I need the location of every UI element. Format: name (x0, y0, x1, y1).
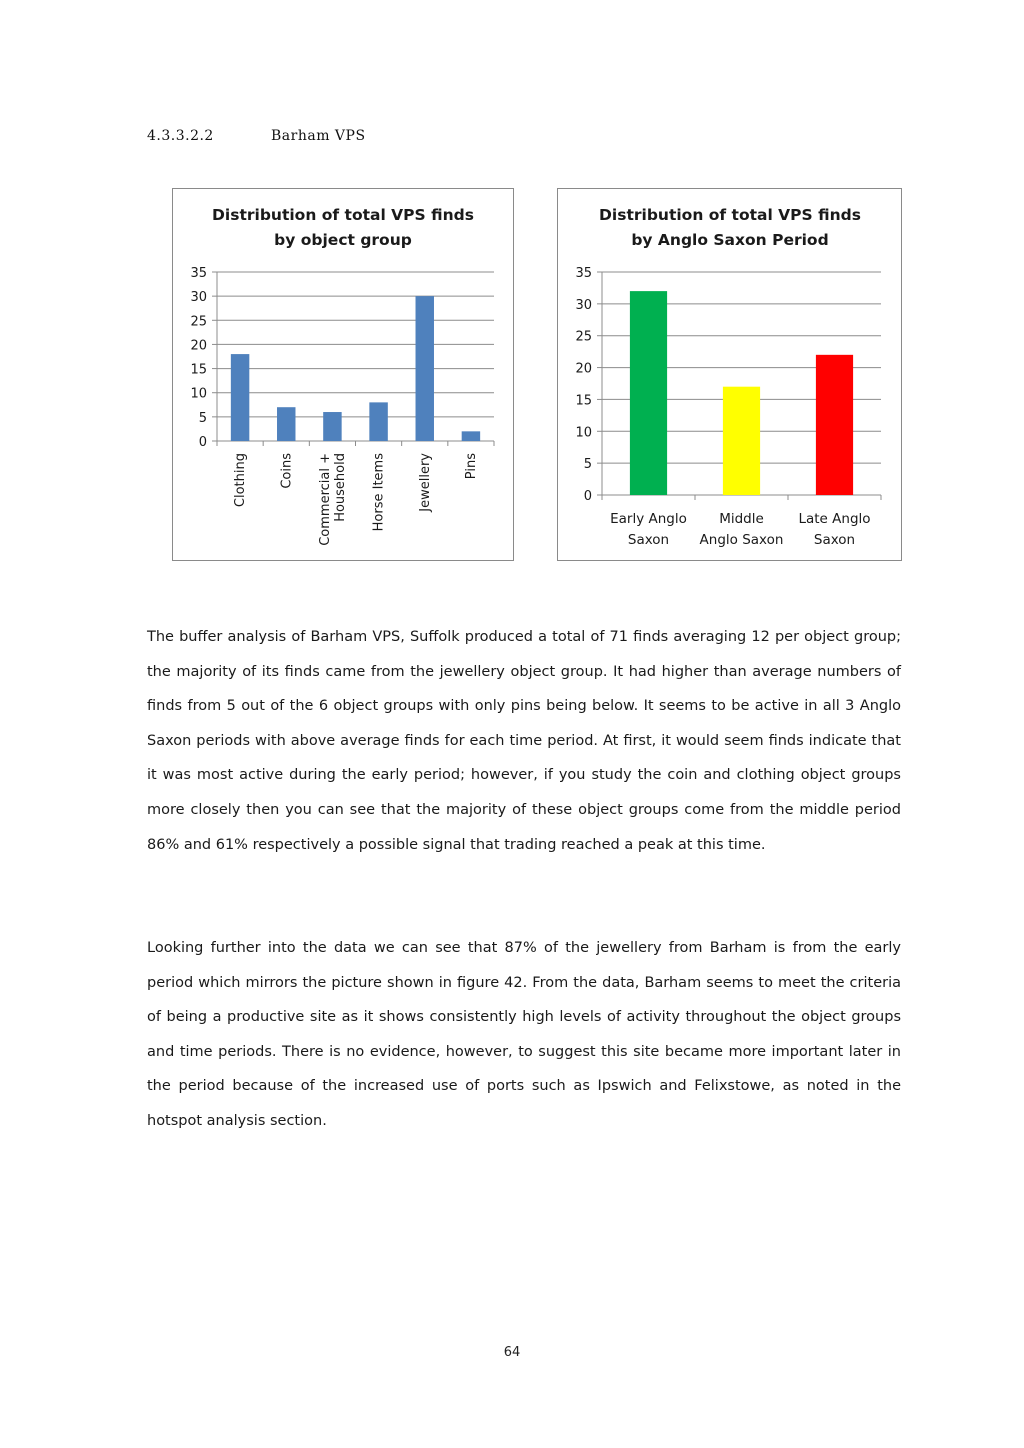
chart1-category-label-clothing-line-1: Clothing (233, 453, 249, 508)
chart1-category-label-coins (279, 453, 294, 489)
chart2-category-label-late-anglo-saxon (798, 511, 870, 548)
chart1-ytick-label-15: 15 (190, 362, 207, 378)
object-group-chart (172, 188, 514, 561)
section-number: 4.3.3.2.2 (147, 128, 214, 144)
chart1-ytick-label-25: 25 (190, 314, 207, 330)
chart1-category-label-pins (464, 453, 479, 479)
chart1-category-label-clothing (233, 453, 248, 507)
section-title: Barham VPS (271, 128, 366, 144)
chart1-title-line-1: Distribution of total VPS finds (212, 206, 474, 224)
chart1-bar-commercial-household (323, 412, 341, 441)
page-number: 64 (503, 1345, 521, 1360)
chart1-category-label-horse-items-line-1: Horse Items (371, 453, 387, 532)
period-chart (557, 188, 902, 561)
chart2-category-label-early-anglo-saxon-line-1: Early Anglo (610, 511, 687, 527)
chart2-title-line-2: by Anglo Saxon Period (631, 231, 829, 249)
chart1-bar-coins (277, 407, 295, 441)
chart2-category-label-middle-anglo-saxon-line-1: Middle (719, 511, 764, 527)
chart1-bar-jewellery (416, 296, 434, 441)
chart1-category-label-coins-line-1: Coins (279, 453, 295, 489)
chart1-category-label-pins-line-1: Pins (463, 453, 479, 480)
chart1-category-label-jewellery-line-1: Jewellery (417, 453, 433, 512)
chart2-category-label-early-anglo-saxon (610, 511, 687, 548)
chart2-title-line-1: Distribution of total VPS finds (599, 206, 861, 224)
chart2-category-label-middle-anglo-saxon (700, 511, 784, 548)
chart1-category-label-jewellery (418, 453, 433, 513)
chart1-category-label-commercial-household (318, 453, 348, 546)
chart2-category-label-late-anglo-saxon-line-2: Saxon (813, 532, 856, 548)
object-group-chart-svg (173, 189, 513, 560)
chart2-category-label-late-anglo-saxon-line-1: Late Anglo (798, 511, 871, 527)
chart2-category-label-early-anglo-saxon-line-2: Saxon (627, 532, 670, 548)
section-heading (147, 128, 366, 144)
chart1-title-line-2: by object group (274, 231, 412, 249)
paragraph-1: The buffer analysis of Barham VPS, Suffolk produced a total of 71 finds averaging 12 per object group; the majority of its finds came from the jewellery object group. It had higher than average numbers of finds from 5 out of the 6 object groups with only pins being below. It seems to be active in all 3 Anglo Saxon periods with above average finds for each time period. At first, it would seem finds indicate that it was most active during the early period; however, if you study the coin and clothing object groups more closely then you can see that the majority of these object groups come from the middle period 86% and 61% respectively a possible signal that trading reached a peak at this time. (147, 629, 901, 853)
chart1-bar-pins (462, 431, 480, 441)
chart1-category-label-commercial-household-line-1: Commercial + (317, 453, 333, 546)
chart1-ytick-label-20: 20 (190, 338, 207, 354)
chart1-ytick-label-35: 35 (190, 266, 207, 281)
chart2-bar-middle-anglo-saxon (723, 387, 760, 495)
paragraph-2: Looking further into the data we can see that 87% of the jewellery from Barham is from the early period which mirrors the picture shown in figure 42. From the data, Barham seems to meet the criteria of being a productive site as it shows consistently high levels of activity throughout the object groups and time periods. There is no evidence, however, to suggest this site became more important later in the period because of the increased use of ports such as Ipswich and Felixstowe, as noted in the hotspot analysis section. (147, 940, 901, 1129)
chart2-ytick-label-15: 15 (575, 393, 592, 409)
chart1-ytick-label-30: 30 (190, 290, 207, 306)
chart2-ytick-label-10: 10 (575, 425, 592, 441)
chart2-ytick-label-5: 5 (583, 457, 592, 473)
chart2-ytick-label-35: 35 (575, 266, 592, 281)
chart2-ytick-label-25: 25 (575, 329, 592, 345)
chart2-bar-early-anglo-saxon (630, 291, 667, 495)
chart2-ytick-label-20: 20 (575, 361, 592, 377)
chart2-ytick-label-30: 30 (575, 297, 592, 313)
chart1-ytick-label-5: 5 (198, 410, 207, 426)
chart1-category-label-horse-items (372, 453, 387, 532)
chart2-category-label-middle-anglo-saxon-line-2: Anglo Saxon (699, 532, 784, 548)
chart1-bar-horse-items (369, 402, 387, 441)
chart2-bar-late-anglo-saxon (816, 355, 853, 495)
chart1-ytick-label-0: 0 (198, 435, 207, 450)
period-chart-svg (558, 189, 901, 560)
chart1-ytick-label-10: 10 (190, 386, 207, 402)
chart1-category-label-commercial-household-line-2: Household (332, 453, 348, 522)
chart1-bar-clothing (231, 354, 249, 441)
chart2-ytick-label-0: 0 (583, 489, 592, 504)
